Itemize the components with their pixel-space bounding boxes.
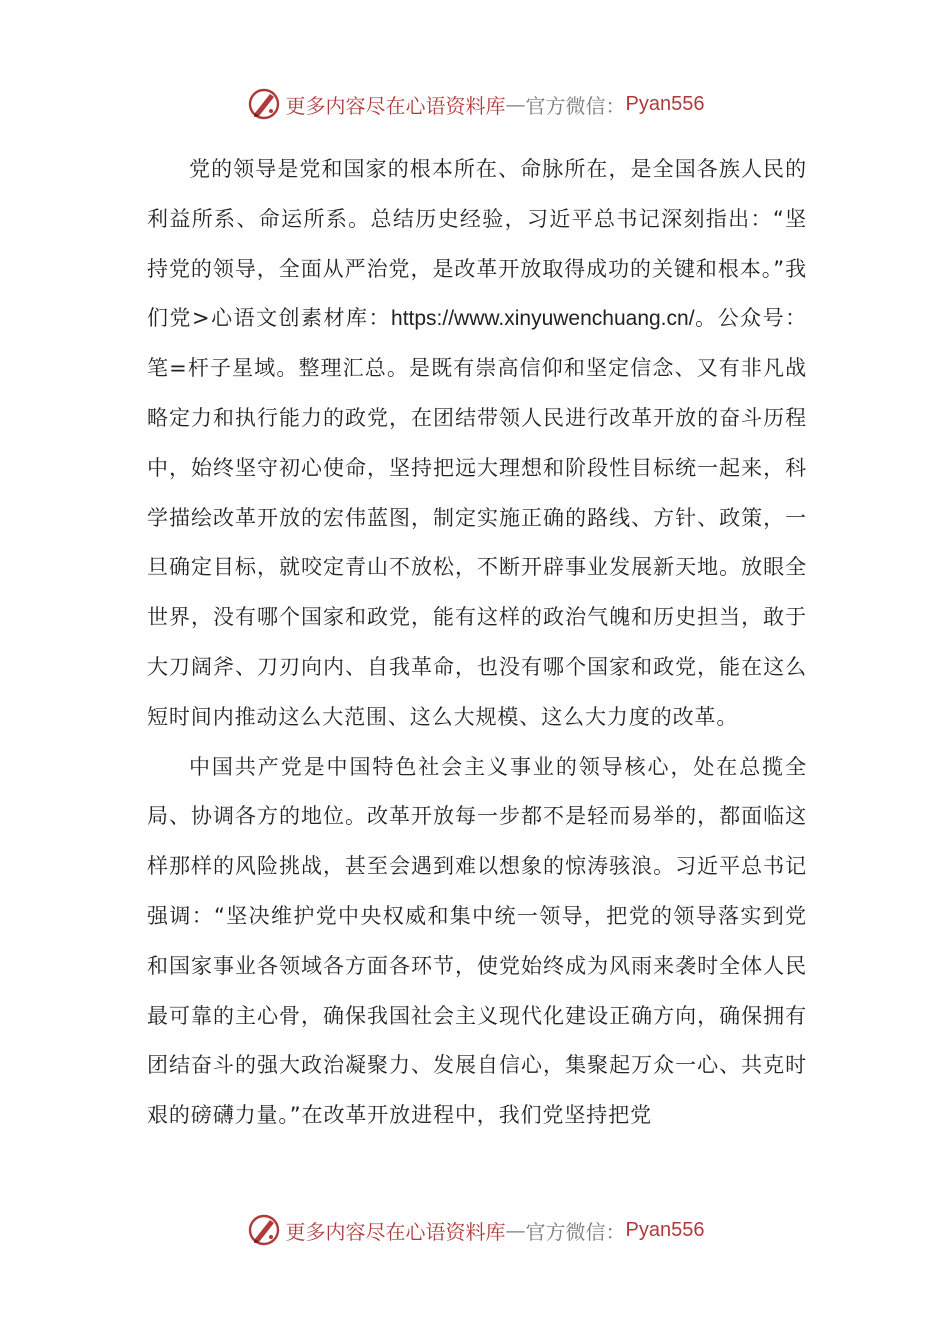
paragraph-1-text-a: 党的领导是党和国家的根本所在、命脉所在，是全国各族人民的利益所系、命运所系。总结历史经验，习近平总书记深刻指出：“坚持党的领导，全面从严治党，是改革开放取得成功的关键和根本。”我们党>心语文创素材库： bbox=[147, 157, 807, 331]
article-body bbox=[147, 145, 807, 1141]
source-url-text: https://www.xinyuwenchuang.cn/ bbox=[391, 307, 695, 331]
paragraph-1-text-b: 。公众号：笔=杆子星域。整理汇总。是既有崇高信仰和坚定信念、又有非凡战略定力和执行能力的政党，在团结带领人民进行改革开放的奋斗历程中，始终坚守初心使命，坚持把远大理想和阶段性目标统一起来，科学描绘改革开放的宏伟蓝图，制定实施正确的路线、方针、政策，一旦确定目标，就咬定青山不放松，不断开辟事业发展新天地。放眼全世界，没有哪个国家和政党，能有这样的政治气魄和历史担当，敢于大刀阔斧、刀刃向内、自我革命，也没有哪个国家和政党，能在这么短时间内推动这么大范围、这么大规模、这么大力度的改革。 bbox=[147, 306, 807, 729]
paragraph-2: 中国共产党是中国特色社会主义事业的领导核心，处在总揽全局、协调各方的地位。改革开放每一步都不是轻而易举的，都面临这样那样的风险挑战，甚至会遇到难以想象的惊涛骇浪。习近平总书记强调：“坚决维护党中央权威和集中统一领导，把党的领导落实到党和国家事业各领域各方面各环节，使党始终成为风雨来袭时全体人民最可靠的主心骨，确保我国社会主义现代化建设正确方向，确保拥有团结奋斗的强大政治凝聚力、发展自信心，集聚起万众一心、共克时艰的磅礴力量。”在改革开放进程中，我们党坚持把党 bbox=[147, 754, 807, 1128]
paragraph-1 bbox=[147, 145, 807, 743]
footer-watermark-banner bbox=[0, 1208, 950, 1252]
pen-logo-icon bbox=[246, 86, 282, 122]
footer-wechat-label: 官方微信： bbox=[525, 1219, 626, 1244]
footer-dash: — bbox=[505, 1218, 526, 1242]
header-dash: — bbox=[505, 92, 526, 116]
header-wechat-label: 官方微信： bbox=[525, 93, 626, 118]
header-wechat-id: Pyan556 bbox=[625, 92, 705, 115]
header-watermark-banner bbox=[0, 82, 950, 126]
header-site-text: 更多内容尽在心语资料库 bbox=[285, 93, 506, 118]
pen-logo-icon bbox=[246, 1212, 282, 1248]
footer-wechat-id: Pyan556 bbox=[625, 1218, 705, 1241]
footer-site-text: 更多内容尽在心语资料库 bbox=[285, 1219, 506, 1244]
